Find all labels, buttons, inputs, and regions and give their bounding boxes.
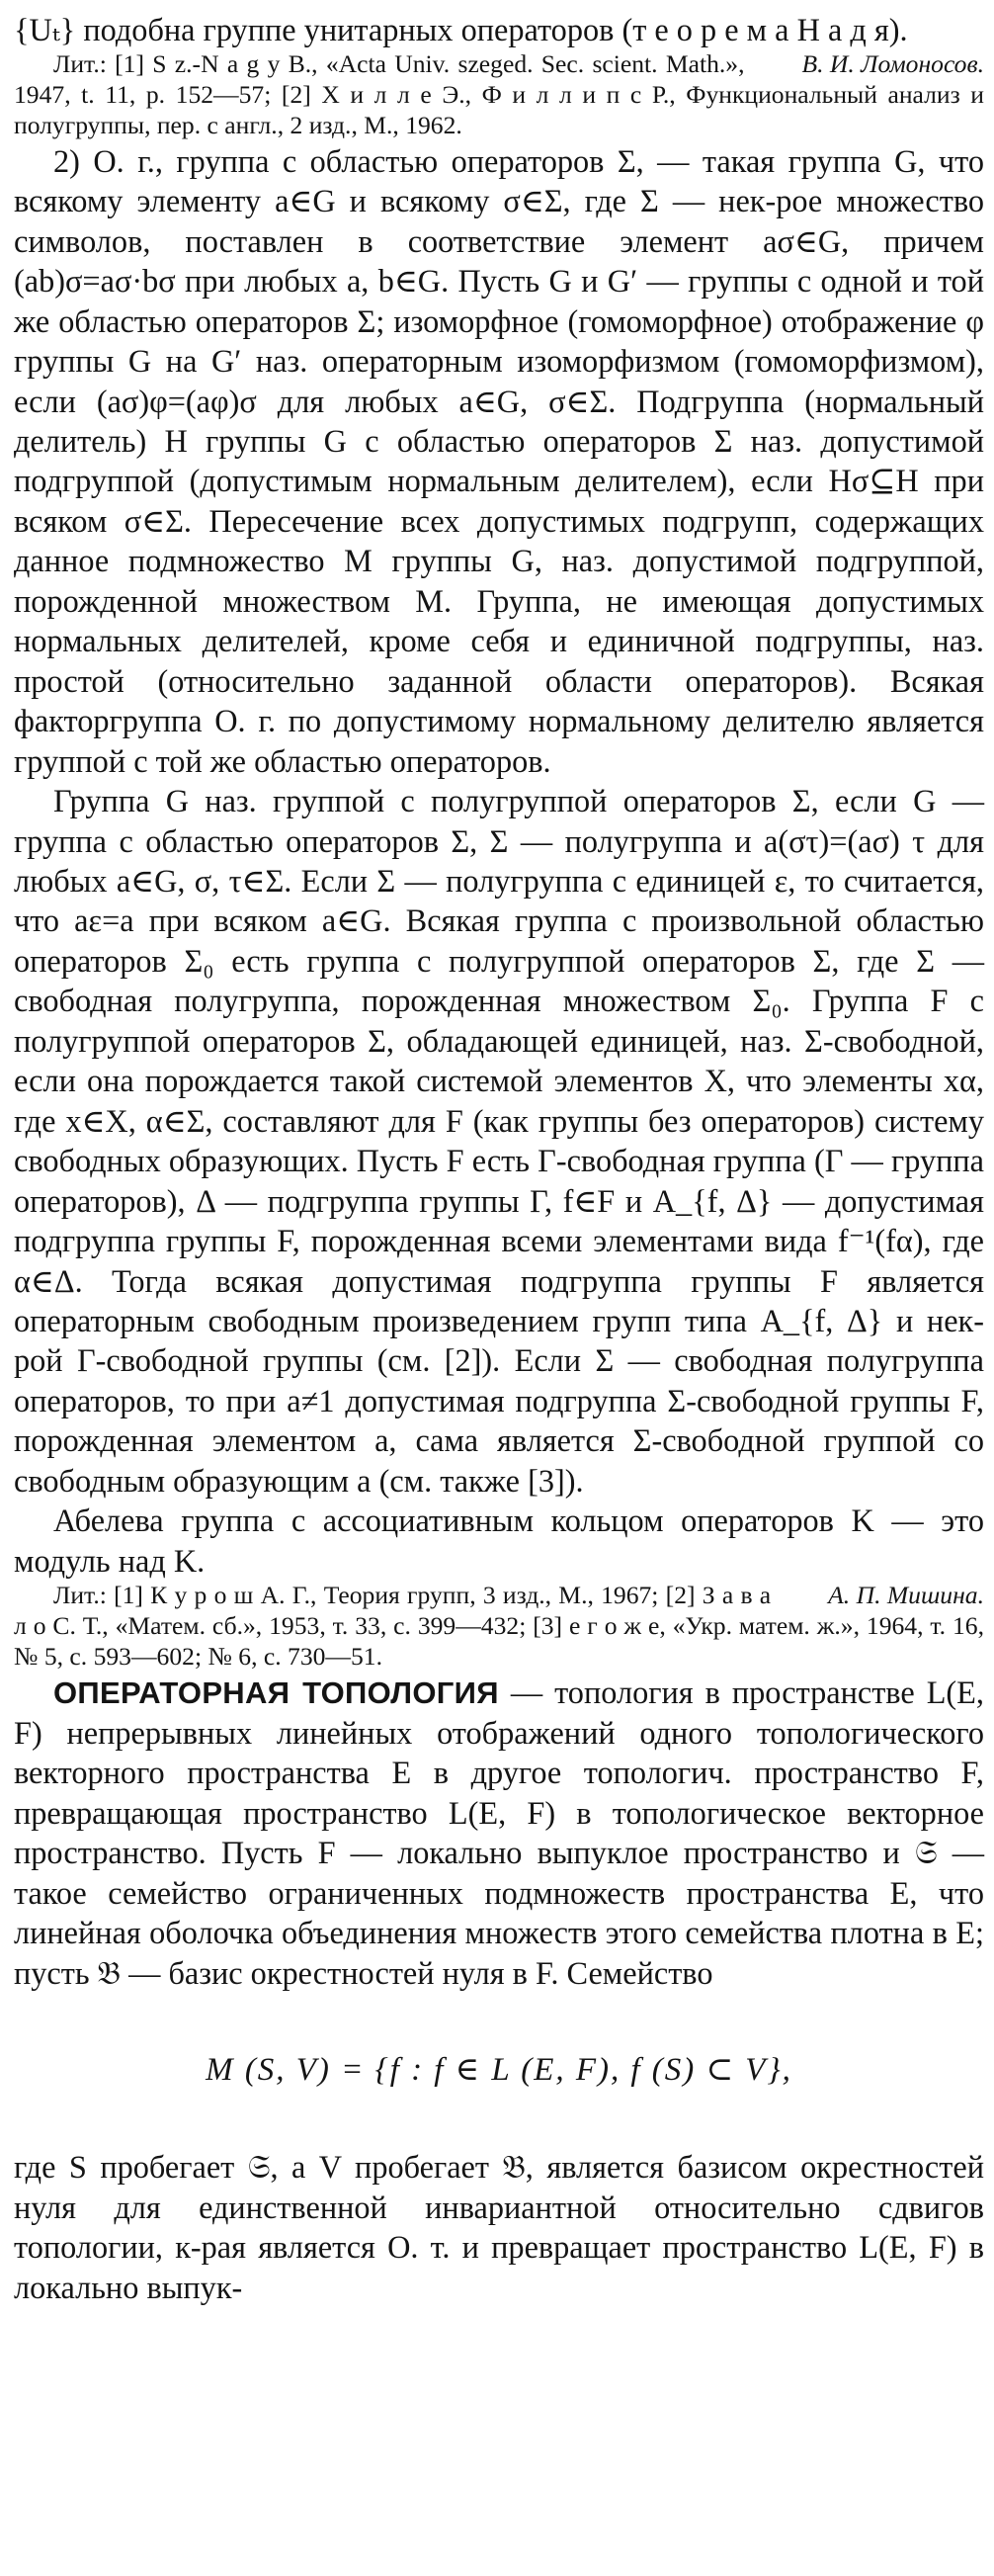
literature-block-1 (14, 49, 984, 140)
paragraph-abelian-module: Абелева группа с ассоциативным кольцом операторов K — это модуль над K. (14, 1503, 984, 1579)
display-formula: M (S, V) = {f : f ∈ L (E, F), f (S) ⊂ V}, (206, 2052, 792, 2089)
literature-text-2: Лит.: [1] К у р о ш А. Г., Теория групп, 3 изд., М., 1967; [2] З а в а л о С. Т., «Матем. сб.», 1953, т. 33, с. 399—432; [3] е г о ж е, «Укр. матем. ж.», 1964, т. 16, № 5, с. 593—602; № 6, с. 730—51. (14, 1581, 984, 1671)
paragraph-unitary-continuation: {Uₜ} подобна группе унитарных операторов (т е о р е м а Н а д я). (14, 12, 908, 47)
paragraph-semigroup-operators: Группа G наз. группой с полугруппой операторов Σ, если G — группа с областью операторов Σ, Σ — полугруппа и a(στ)=(aσ) τ для любых a∈G, σ, τ∈Σ. Если Σ — полугруппа с единицей ε, то считается, что aε=a при всяком a∈G. Всякая группа с произвольной областью операторов Σ₀ есть группа с полугруппой операторов Σ, где Σ — свободная полугруппа, порожденная множеством Σ₀. Группа F с полугруппой операторов Σ, обладающей единицей, наз. Σ-свободной, если она порождается такой системой элементов X, что элементы xα, где x∈X, α∈Σ, составляют для F (как группы без операторов) систему свободных образующих. Пусть F есть Γ-свободная группа (Γ — группа операторов), Δ — подгруппа группы Γ, f∈F и A_{f, Δ} — допустимая подгруппа группы F, порожденная всеми элементами вида f⁻¹(fα), где α∈Δ. Тогда всякая допустимая подгруппа группы F является операторным свободным произведением групп типа A_{f, Δ} и нек-рой Γ-свободной группы (см. [2]). Если Σ — свободная полугруппа операторов, то при a≠1 допустимая подгруппа Σ-свободной группы F, порожденная элементом a, сама является Σ-свободной группой со свободным образующим a (см. также [3]). (14, 783, 985, 1499)
literature-block-2 (14, 1581, 984, 1672)
paragraph-after-formula: где S пробегает 𝔖, а V пробегает 𝔅, является базисом окрестностей нуля для единственной инвариантной относительно сдвигов топологии, к-рая является О. т. и превращает пространство L(E, F) в локально выпук- (14, 2149, 984, 2305)
paragraph-operator-group-definition: 2) О. г., группа с областью операторов Σ, — такая группа G, что всякому элементу a∈G и всякому σ∈Σ, где Σ — нек-рое множество символов, поставлен в соответствие элемент aσ∈G, причем (ab)σ=aσ·bσ при любых a, b∈G. Пусть G и G′ — группы с одной и той же областью операторов Σ; изоморфное (гомоморфное) отображение φ группы G на G′ наз. операторным изоморфизмом (гомоморфизмом), если (aσ)φ=(aφ)σ для любых a∈G, σ∈Σ. Подгруппа (нормальный делитель) H группы G с областью операторов Σ наз. допустимой подгруппой (допустимым нормальным делителем), если Hσ⊆H при всяком σ∈Σ. Пересечение всех допустимых подгрупп, содержащих данное подмножество M группы G, наз. допустимой подгруппой, порожденной множеством M. Группа, не имеющая допустимых нормальных делителей, кроме себя и единичной подгруппы, наз. простой (относительно заданной области операторов). Всякая факторгруппа О. г. по допустимому нормальному делителю является группой с той же областью операторов. (14, 142, 984, 779)
entry-operator-topology (14, 1673, 984, 1994)
author-signature-1: В. И. Ломоносов. (801, 49, 984, 79)
literature-text-1: Лит.: [1] S z.-N a g y B., «Acta Univ. szeged. Sec. scient. Math.», 1947, t. 11, p. 152—57; [2] Х и л л е Э., Ф и л л и п с Р., Функциональный анализ и полугруппы, пер. с англ., 2 изд., М., 1962. (14, 49, 984, 140)
entry-headword: ОПЕРАТОРНАЯ ТОПОЛОГИЯ (53, 1674, 499, 1710)
author-signature-2: А. П. Мишина. (828, 1581, 984, 1610)
entry-operator-topology-text: — топология в пространстве L(E, F) непрерывных линейных отображений одного топологического векторного пространства E в другое топологич. пространство F, превращающая пространство L(E, F) в топологическое векторное пространство. Пусть F — локально выпуклое пространство и 𝔖 — такое семейство ограниченных подмножеств пространства E, что линейная оболочка объединения множеств этого семейства плотна в E; пусть 𝔅 — базис окрестностей нуля в F. Семейство (14, 1674, 984, 1991)
